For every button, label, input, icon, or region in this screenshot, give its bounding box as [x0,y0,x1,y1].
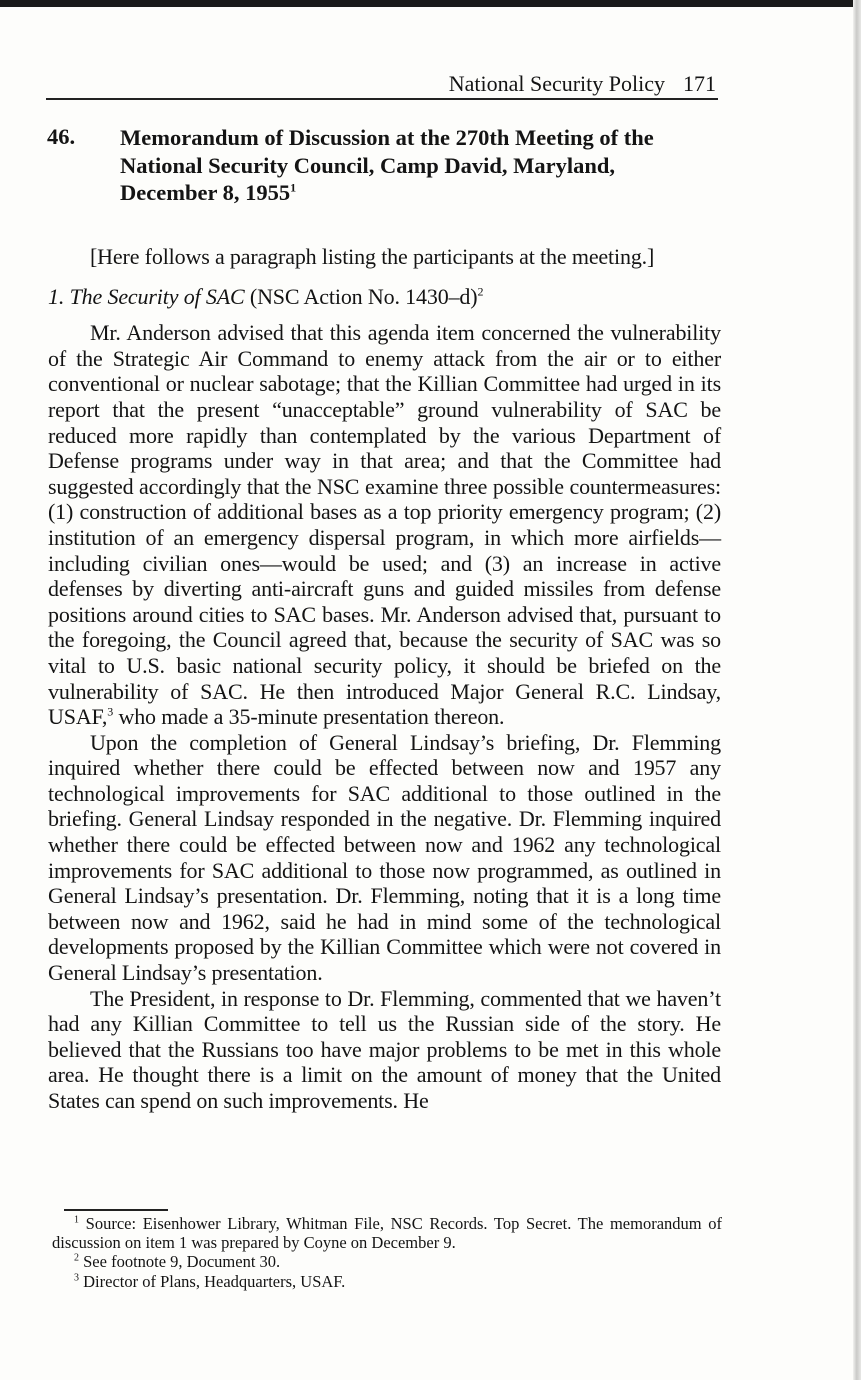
page-top-edge [0,0,861,7]
agenda-item-reference: (NSC Action No. 1430–d) [249,283,478,309]
footnote-1-text: Source: Eisenhower Library, Whitman File, NSC Records. Top Secret. The memorandum of discussion on item 1 was prepared by Coyne on December 9. [52,1214,723,1253]
footnote-2 [52,1252,722,1271]
footnote-ref-1: 1 [290,180,297,195]
running-header [46,70,718,100]
footnote-3-text: Director of Plans, Headquarters, USAF. [83,1271,346,1291]
editorial-note: [Here follows a paragraph listing the participants at the meeting.] [90,244,655,269]
agenda-item-heading [48,284,721,310]
footnote-2-mark: 2 [74,1252,79,1264]
document-title-text: Memorandum of Discussion at the 270th Meeting of the National Security Council, Camp David, Maryland, December 8, 1955 [120,125,654,205]
footnote-2-text: See footnote 9, Document 30. [83,1252,281,1272]
page-binding-edge [853,0,861,1380]
footnote-ref-3: 3 [107,704,114,719]
document-body [48,244,721,1114]
running-head [449,71,716,97]
paragraph-flemming: Upon the completion of General Lindsay’s briefing, Dr. Flemming inquired whether there could be effected between now and 1957 any technological improvements for SAC additional to those outlined in the briefing. General Lindsay responded in the negative. Dr. Flemming inquired whether there could be effected between now and 1962 any technological improvements for SAC additional to those now programmed, as outlined in General Lindsay’s presentation. Dr. Flemming, noting that it is a long time between now and 1962, said he had in mind some of the technological developments proposed by the Killian Committee which were not covered in General Lindsay’s presentation. [48,729,721,986]
paragraph-president: The President, in response to Dr. Flemming, commented that we haven’t had any Killian Committee to tell us the Russian side of the story. He believed that the Russians too have major problems to be met in this whole area. He thought there is a limit on the amount of money that the United States can spend on such improvements. He [48,985,721,1113]
agenda-item-number: 1. [48,283,65,309]
footnote-ref-2: 2 [477,284,484,299]
running-title: National Security Policy [448,71,665,96]
document-title [120,124,710,207]
agenda-item-title: The Security of SAC [69,283,245,309]
paragraph-anderson-text: Mr. Anderson advised that this agenda item concerned the vulnerability of the Strategic Air Command to enemy attack from the air or to either conventional or nuclear sabotage; that the Killian Committee had urged in its report that the present “unacceptable” ground vulnerability of SAC be reduced more rapidly than contemplated by the various Department of Defense programs under way in that area; and that the Committee had suggested accordingly that the NSC examine three possible countermeasures: (1) construction of additional bases as a top priority emergency program; (2) institution of an emergency dispersal program, in which more airfields—including civilian ones—would be used; and (3) an increase in active defenses by diverting anti-aircraft guns and guided missiles from defense positions around cities to SAC bases. Mr. Anderson advised that, pursuant to the foregoing, the Council agreed that, because the security of SAC was so vital to U.S. basic national security policy, it should be briefed on the vulnerability of SAC. He then introduced Major General R.C. Lindsay, USAF, [48,320,721,730]
footnote-3 [52,1272,722,1291]
document-number: 46. [47,124,76,149]
paragraph-anderson-end: who made a 35-minute presentation thereon. [118,704,505,730]
footnotes [52,1214,722,1291]
footnote-1 [52,1214,722,1252]
footnote-1-mark: 1 [74,1214,79,1226]
paragraph-anderson [48,320,721,730]
footnote-3-mark: 3 [74,1272,79,1284]
page-number: 171 [683,71,716,96]
footnote-divider [64,1209,168,1211]
